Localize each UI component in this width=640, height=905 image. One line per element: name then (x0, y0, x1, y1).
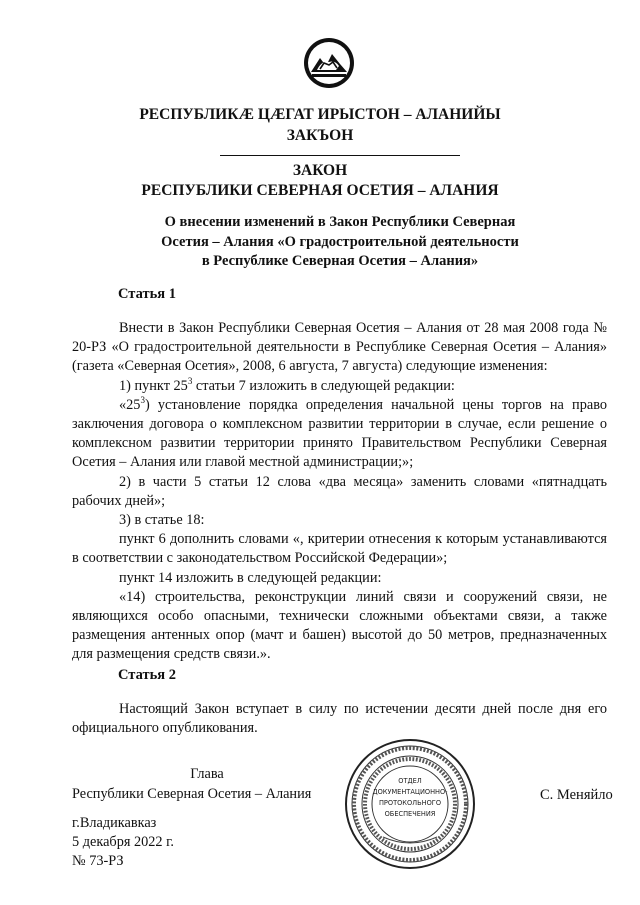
law-subtitle (150, 213, 530, 272)
superscript: 3 (140, 395, 145, 406)
republic-name-ossetian: РЕСПУБЛИКӔ ЦӔГАТ ИРЫСТОН – АЛАНИЙЫ (139, 106, 501, 123)
stamp-line-2: ДОКУМЕНТАЦИОННО- (372, 788, 448, 796)
article-1-point-6: пункт 6 дополнить словами «, критерии отнесения к которым устанавливаются в соответствии с законодательством Российской Федерации»; (72, 531, 607, 567)
article-2-paragraph: Настоящий Закон вступает в силу по истечении десяти дней после дня его официального опубликования. (72, 701, 607, 737)
signatory-title-line-2: Республики Северная Осетия – Алания (72, 785, 312, 802)
stamp-line-3: ПРОТОКОЛЬНОГО (378, 799, 442, 807)
subtitle-line-1: О внесении изменений в Закон Республики Северная (164, 214, 516, 230)
article-2-title: Статья 2 (118, 667, 176, 683)
quote-text-end: ) установление порядка определения начальной цены торгов на право заключения договора о комплексном развитии территории в случае, если решение о комплексном развитии территории принято Правительством Республики Северная Осетия – Алания или главой местной администрации;»; (72, 396, 607, 471)
signing-date: 5 декабря 2022 г. (72, 834, 174, 851)
article-1-paragraph: Внести в Закон Республики Северная Осетия – Алания от 28 мая 2008 года № 20-РЗ «О градостроительной деятельности в Республике Северная Осетия – Алания» (газета «Северная Осетия», 2008, 6 августа, 7 августа) следующие изменения: (72, 320, 607, 375)
signing-details (72, 814, 174, 872)
title-divider (220, 155, 460, 156)
article-1-item-3: 3) в статье 18: (119, 512, 205, 529)
signatory-title (72, 765, 342, 804)
subtitle-line-3: в Республике Северная Осетия – Алания» (201, 253, 479, 269)
republic-name-russian: РЕСПУБЛИКИ СЕВЕРНАЯ ОСЕТИЯ – АЛАНИЯ (141, 182, 499, 199)
signing-city: г.Владикавказ (72, 815, 157, 831)
subtitle-line-2: Осетия – Алания «О градостроительной деятельности (161, 233, 519, 250)
official-stamp (343, 737, 477, 871)
law-word-russian: ЗАКОН (292, 162, 348, 179)
article-1-item-2: 2) в части 5 статьи 12 слова «два месяца» заменить словами «пятнадцать рабочих дней»; (72, 473, 607, 509)
item-1-text-end: статьи 7 изложить в следующей редакции: (192, 377, 455, 394)
article-1-point-14: пункт 14 изложить в следующей редакции: (119, 569, 382, 586)
article-1-body (72, 319, 607, 665)
coat-of-arms-emblem (302, 36, 356, 90)
stamp-line-1: ОТДЕЛ (398, 777, 422, 785)
stamp-line-4: ОБЕСПЕЧЕНИЯ (384, 810, 436, 818)
law-number: № 73-РЗ (72, 853, 124, 870)
article-2-body (72, 700, 607, 738)
article-1-quote-14: «14) строительства, реконструкции линий связи и сооружений связи, не являющихся особо опасными, технически сложными объектами связи, а также размещения антенных опор (мачт и башен) высотой до 50 метров, предназначенных для размещения средств связи.». (72, 588, 607, 663)
superscript: 3 (187, 375, 193, 386)
item-1-text: 1) пункт 25 (119, 377, 188, 394)
article-1-quote-25-3 (72, 396, 607, 473)
signatory-title-line-1: Глава (190, 766, 224, 782)
article-1-item-1 (72, 377, 607, 396)
signatory-name: С. Меняйло (540, 787, 613, 803)
article-1-title: Статья 1 (118, 286, 176, 302)
quote-text: «25 (119, 396, 141, 413)
law-word-ossetian: ЗАКЪОН (286, 127, 354, 144)
